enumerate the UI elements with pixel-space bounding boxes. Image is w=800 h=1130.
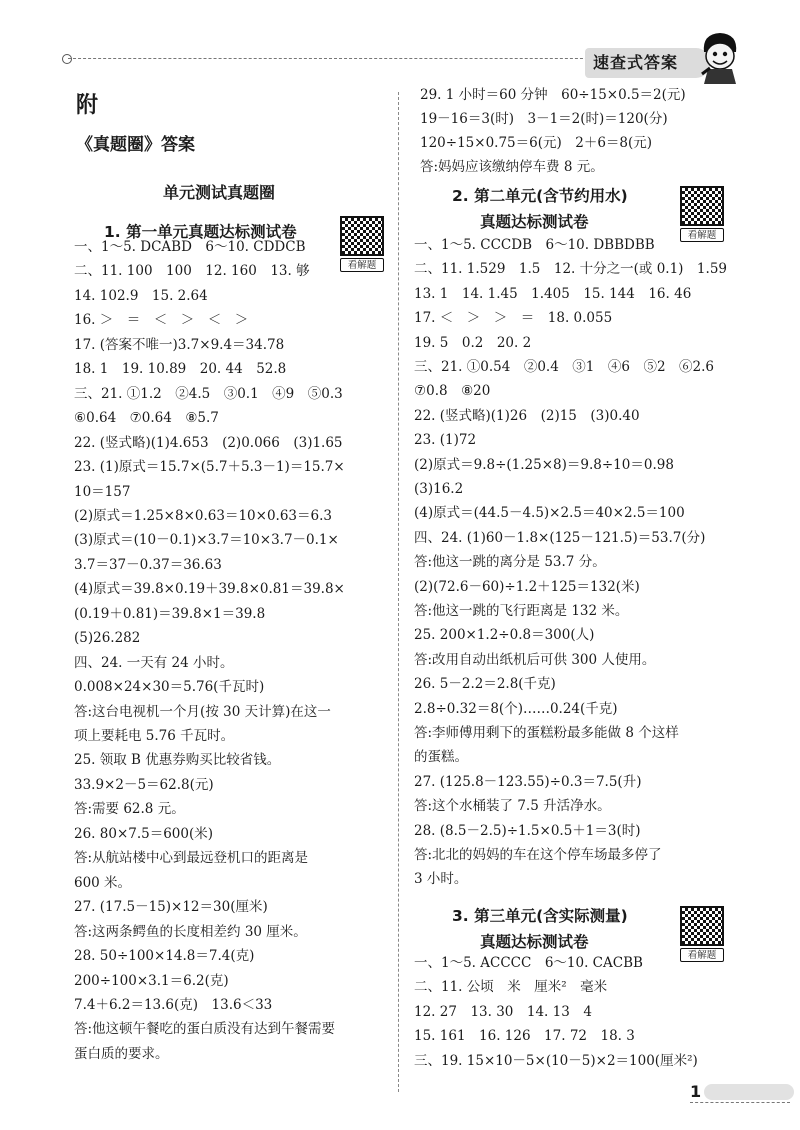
answer-line: 答:北北的妈妈的车在这个停车场最多停了 — [414, 847, 662, 863]
qr-code-unit2[interactable] — [680, 186, 724, 242]
unit2-title: 2. 第二单元(含节约用水) — [452, 187, 628, 205]
answers-title: 《真题圈》答案 — [76, 135, 195, 155]
answer-line: ⑦0.8 ⑧20 — [414, 383, 491, 400]
answer-line: 19. 5 0.2 20. 2 — [414, 334, 532, 351]
answer-line: 0.008×24×30＝5.76(千瓦时) — [74, 679, 265, 696]
answer-line: 3.7＝37－0.37＝36.63 — [74, 556, 222, 573]
answer-line: 四、24. (1)60－1.8×(125－121.5)＝53.7(分) — [414, 529, 706, 546]
page-number: 1 — [690, 1082, 702, 1101]
answer-line: 答:他这顿午餐吃的蛋白质没有达到午餐需要 — [74, 1021, 336, 1038]
qr-caption: 看解题 — [680, 948, 724, 962]
column-divider — [398, 92, 399, 1092]
qr-code-icon — [340, 216, 384, 256]
answer-line: 13. 1 14. 1.45 1.405 15. 144 16. 46 — [414, 285, 692, 302]
answer-line: 10＝157 — [74, 483, 131, 500]
answer-line: 答:李师傅用剩下的蛋糕粉最多能做 8 个这样 — [414, 725, 679, 741]
answer-line: 22. (竖式略)(1)4.653 (2)0.066 (3)1.65 — [74, 434, 343, 451]
answer-line: (5)26.282 — [74, 630, 141, 647]
answer-line: 三、21. ①1.2 ②4.5 ③0.1 ④9 ⑤0.3 — [74, 385, 343, 402]
answer-line: 7.4＋6.2＝13.6(克) 13.6＜33 — [74, 996, 273, 1013]
qr-code-icon — [680, 186, 724, 226]
qr-caption: 看解题 — [340, 258, 384, 272]
answer-line: 17. ＜ ＞ ＞ ＝ 18. 0.055 — [414, 310, 613, 327]
qr-code-icon — [680, 906, 724, 946]
footer-rule — [690, 1102, 790, 1103]
unit3-subtitle: 真题达标测试卷 — [480, 933, 589, 951]
answer-line: 18. 1 19. 10.89 20. 44 52.8 — [74, 361, 287, 378]
answer-line: 15. 161 16. 126 17. 72 18. 3 — [414, 1028, 635, 1045]
answer-line: 3 小时。 — [414, 871, 468, 888]
answer-line: 答:这台电视机一个月(按 30 天计算)在这一 — [74, 703, 331, 720]
answer-line: 三、19. 15×10－5×(10－5)×2＝100(厘米²) — [414, 1052, 698, 1069]
page-number-bar — [704, 1084, 794, 1100]
answer-line: 28. 50÷100×14.8＝7.4(克) — [74, 948, 255, 965]
answer-line: (3)16.2 — [414, 481, 464, 497]
unit1-title: 1. 第一单元真题达标测试卷 — [104, 223, 297, 241]
answer-line: 29. 1 小时＝60 分钟 60÷15×0.5＝2(元) — [420, 87, 686, 103]
answer-line: 一、1～5. ACCCC 6～10. CACBB — [414, 955, 643, 971]
answer-line: 蛋白质的要求。 — [74, 1045, 169, 1062]
answer-line: 答:改用自动出纸机后可供 300 人使用。 — [414, 651, 656, 668]
answer-line: 25. 领取 B 优惠券购买比较省钱。 — [74, 752, 281, 769]
answer-line: (0.19＋0.81)＝39.8×1＝39.8 — [74, 605, 266, 622]
answer-line: 答:从航站楼中心到最远登机口的距离是 — [74, 850, 309, 867]
section-title: 单元测试真题圈 — [163, 183, 276, 202]
answer-line: 22. (竖式略)(1)26 (2)15 (3)0.40 — [414, 407, 640, 424]
answer-line: 33.9×2－5＝62.8(元) — [74, 776, 214, 793]
answer-line: 27. (17.5－15)×12＝30(厘米) — [74, 899, 268, 916]
answer-line: 二、11. 公顷 米 厘米² 毫米 — [414, 979, 608, 996]
answer-line: 答:妈妈应该缴纳停车费 8 元。 — [420, 159, 604, 175]
answer-line: 23. (1)72 — [414, 432, 477, 449]
qr-code-unit3[interactable] — [680, 906, 724, 962]
answer-line: ⑥0.64 ⑦0.64 ⑧5.7 — [74, 410, 219, 427]
answer-line: 14. 102.9 15. 2.64 — [74, 287, 208, 304]
answer-line: (4)原式＝39.8×0.19＋39.8×0.81＝39.8× — [74, 581, 345, 598]
answer-line: 12. 27 13. 30 14. 13 4 — [414, 1003, 592, 1020]
unit2-subtitle: 真题达标测试卷 — [480, 213, 589, 231]
appendix-mark: 附 — [76, 93, 99, 118]
answer-line: 27. (125.8－123.55)÷0.3＝7.5(升) — [414, 773, 642, 790]
answer-badge: 速查式答案 — [585, 48, 710, 78]
answer-line: (4)原式＝(44.5－4.5)×2.5＝40×2.5＝100 — [414, 505, 685, 522]
answer-line: 28. (8.5－2.5)÷1.5×0.5＋1＝3(时) — [414, 822, 641, 839]
answer-line: 三、21. ①0.54 ②0.4 ③1 ④6 ⑤2 ⑥2.6 — [414, 359, 715, 375]
qr-caption: 看解题 — [680, 228, 724, 242]
answer-line: 19－16＝3(时) 3－1＝2(时)＝120(分) — [420, 111, 668, 127]
answer-line: 一、1～5. CCCDB 6～10. DBBDBB — [414, 237, 655, 253]
answer-line: 答:需要 62.8 元。 — [74, 801, 185, 818]
answer-line: 答:这两条鳄鱼的长度相差约 30 厘米。 — [74, 923, 307, 940]
answer-line: 26. 5－2.2＝2.8(千克) — [414, 676, 556, 693]
answer-line: 答:他这一跳的飞行距离是 132 米。 — [414, 603, 629, 619]
answer-line: 200÷100×3.1＝6.2(克) — [74, 972, 229, 989]
unit3-title: 3. 第三单元(含实际测量) — [452, 907, 628, 925]
answer-line: 25. 200×1.2÷0.8＝300(人) — [414, 627, 595, 644]
answer-line: (3)原式＝(10－0.1)×3.7＝10×3.7－0.1× — [74, 532, 339, 549]
answer-line: 项上要耗电 5.76 千瓦时。 — [74, 728, 235, 744]
answer-line: 四、24. 一天有 24 小时。 — [74, 654, 234, 671]
answer-line: 答:这个水桶装了 7.5 升活净水。 — [414, 798, 611, 815]
answer-line: 答:他这一跳的离分是 53.7 分。 — [414, 554, 606, 571]
answer-line: 16. ＞ ＝ ＜ ＞ ＜ ＞ — [74, 312, 249, 329]
answer-line: (2)(72.6－60)÷1.2＋125＝132(米) — [414, 578, 640, 595]
answer-line: 17. (答案不唯一)3.7×9.4＝34.78 — [74, 336, 285, 353]
answer-line: 二、11. 1.529 1.5 12. 十分之一(或 0.1) 1.59 — [414, 261, 727, 278]
header-rule — [68, 58, 598, 59]
answer-line: (2)原式＝9.8÷(1.25×8)＝9.8÷10＝0.98 — [414, 456, 674, 473]
answer-line: 二、11. 100 100 12. 160 13. 够 — [74, 263, 310, 280]
answer-line: 一、1～5. DCABD 6～10. CDDCB — [74, 239, 306, 255]
answer-line: 600 米。 — [74, 874, 132, 891]
answer-line: 2.8÷0.32＝8(个)……0.24(千克) — [414, 700, 618, 717]
mascot-icon — [696, 30, 742, 84]
answer-line: 26. 80×7.5＝600(米) — [74, 825, 214, 842]
answer-line: 23. (1)原式＝15.7×(5.7＋5.3－1)＝15.7× — [74, 459, 345, 476]
answer-line: (2)原式＝1.25×8×0.63＝10×0.63＝6.3 — [74, 507, 332, 524]
qr-code-unit1[interactable] — [340, 216, 384, 272]
answer-line: 的蛋糕。 — [414, 749, 468, 766]
header-dot — [62, 54, 72, 64]
answer-line: 120÷15×0.75＝6(元) 2＋6＝8(元) — [420, 135, 653, 151]
